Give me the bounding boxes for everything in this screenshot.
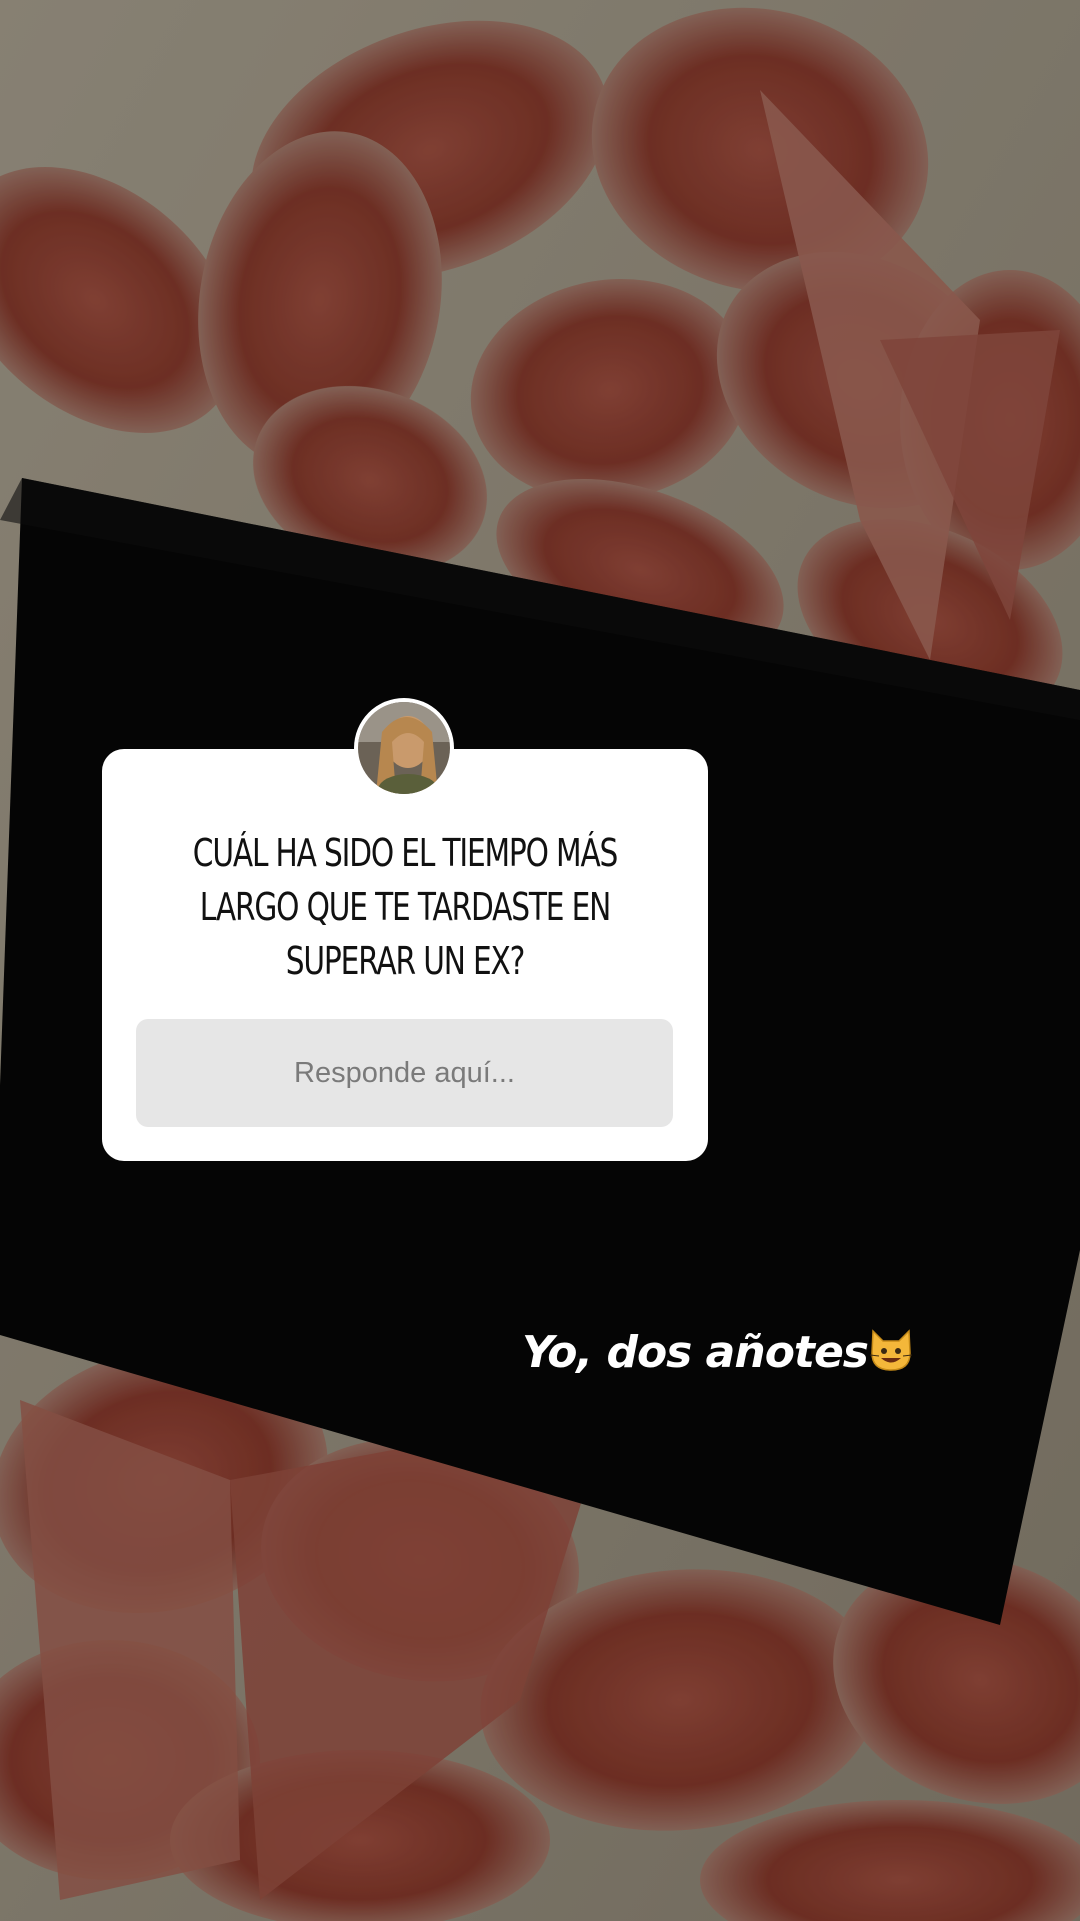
answer-input[interactable] [136,1019,673,1127]
profile-photo [358,702,450,794]
caption-text [522,1318,914,1388]
caption-label: Yo, dos añotes [522,1327,868,1378]
smiling-cat-icon [868,1327,914,1373]
question-text: CUÁL HA SIDO EL TIEMPO MÁS LARGO QUE TE TARDASTE EN SUPERAR UN EX? [192,831,618,983]
answer-placeholder: Responde aquí... [294,1056,515,1089]
avatar [354,698,454,798]
